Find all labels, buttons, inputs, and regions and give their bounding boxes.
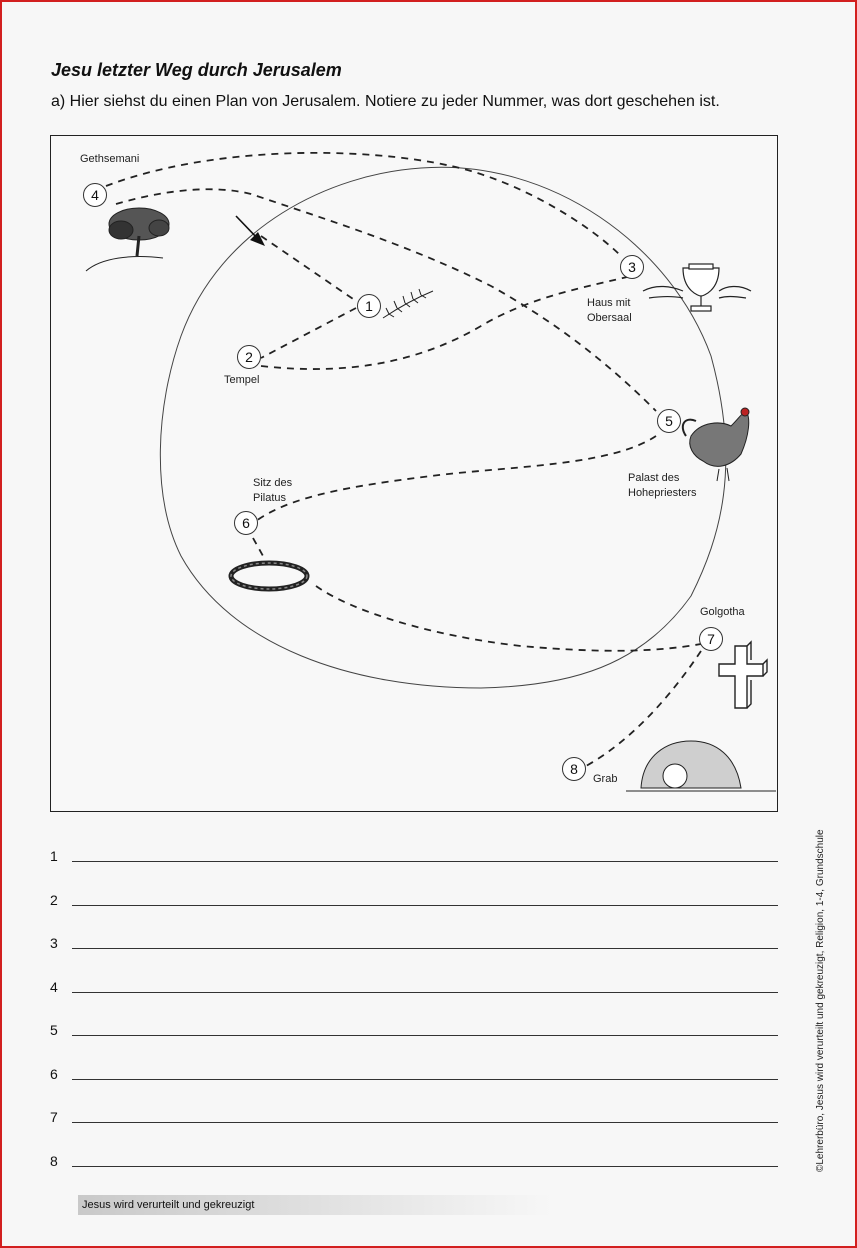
answer-line[interactable]	[72, 905, 778, 906]
place-6-number: 6	[234, 511, 258, 535]
palm-branch-icon	[383, 289, 433, 318]
route-2-to-3	[261, 276, 631, 369]
route-arrow-to-1	[261, 236, 356, 301]
worksheet-title: Jesu letzter Weg durch Jerusalem	[51, 60, 342, 80]
route-4-to-3	[106, 153, 621, 256]
answer-line[interactable]	[72, 1122, 778, 1123]
answer-row-3[interactable]	[50, 932, 780, 952]
answer-number: 6	[50, 1066, 58, 1082]
answer-number: 3	[50, 935, 58, 951]
answer-line[interactable]	[72, 1166, 778, 1167]
place-8-number: 8	[562, 757, 586, 781]
answer-number: 5	[50, 1022, 58, 1038]
task-instruction: a) Hier siehst du einen Plan von Jerusalem. Notiere zu jeder Nummer, was dort geschehen ist.	[51, 93, 720, 110]
route-1-to-2	[261, 308, 356, 358]
place-2-label: Tempel	[224, 374, 260, 386]
answer-row-6[interactable]	[50, 1063, 780, 1083]
city-wall	[160, 167, 726, 688]
chalice-icon	[643, 264, 751, 311]
answer-row-7[interactable]	[50, 1106, 780, 1126]
place-3-label: Haus mit Obersaal	[587, 297, 632, 324]
place-8-label: Grab	[593, 773, 618, 785]
answer-row-5[interactable]	[50, 1019, 780, 1039]
answer-row-2[interactable]	[50, 889, 780, 909]
crown-of-thorns-icon	[231, 563, 307, 589]
entry-arrow-icon	[236, 216, 265, 246]
place-1-number: 1	[357, 294, 381, 318]
place-2-number: 2	[237, 345, 261, 369]
answer-line[interactable]	[72, 948, 778, 949]
answer-number: 7	[50, 1109, 58, 1125]
answer-number: 2	[50, 892, 58, 908]
jerusalem-map	[50, 135, 778, 812]
place-5-number: 5	[657, 409, 681, 433]
route-6-to-7	[316, 586, 701, 651]
olive-tree-icon	[86, 208, 169, 271]
tomb-icon	[626, 741, 776, 791]
place-7-label: Golgotha	[700, 606, 745, 618]
answer-line[interactable]	[72, 1035, 778, 1036]
copyright-note: ©Lehrerbüro, Jesus wird verurteilt und gekreuzigt, Religion, 1-4, Grundschule	[815, 829, 826, 1172]
place-6-label: Sitz des Pilatus	[253, 477, 293, 504]
answer-number: 4	[50, 979, 58, 995]
answer-line[interactable]	[72, 992, 778, 993]
answer-number: 1	[50, 848, 58, 864]
answer-row-4[interactable]	[50, 976, 780, 996]
answer-row-1[interactable]	[50, 845, 780, 865]
route-6-to-crown	[253, 538, 263, 556]
place-4-number: 4	[83, 183, 107, 207]
answer-row-8[interactable]	[50, 1150, 780, 1170]
route-5-to-6	[256, 436, 656, 521]
answer-line[interactable]	[72, 1079, 778, 1080]
answer-number: 8	[50, 1153, 58, 1169]
footer-topic: Jesus wird verurteilt und gekreuzigt	[78, 1195, 552, 1215]
place-4-label: Gethsemani	[80, 153, 140, 165]
place-3-number: 3	[620, 255, 644, 279]
place-7-number: 7	[699, 627, 723, 651]
cross-icon	[719, 642, 767, 708]
place-5-label: Palast des Hohepriesters	[628, 472, 697, 499]
answer-line[interactable]	[72, 861, 778, 862]
